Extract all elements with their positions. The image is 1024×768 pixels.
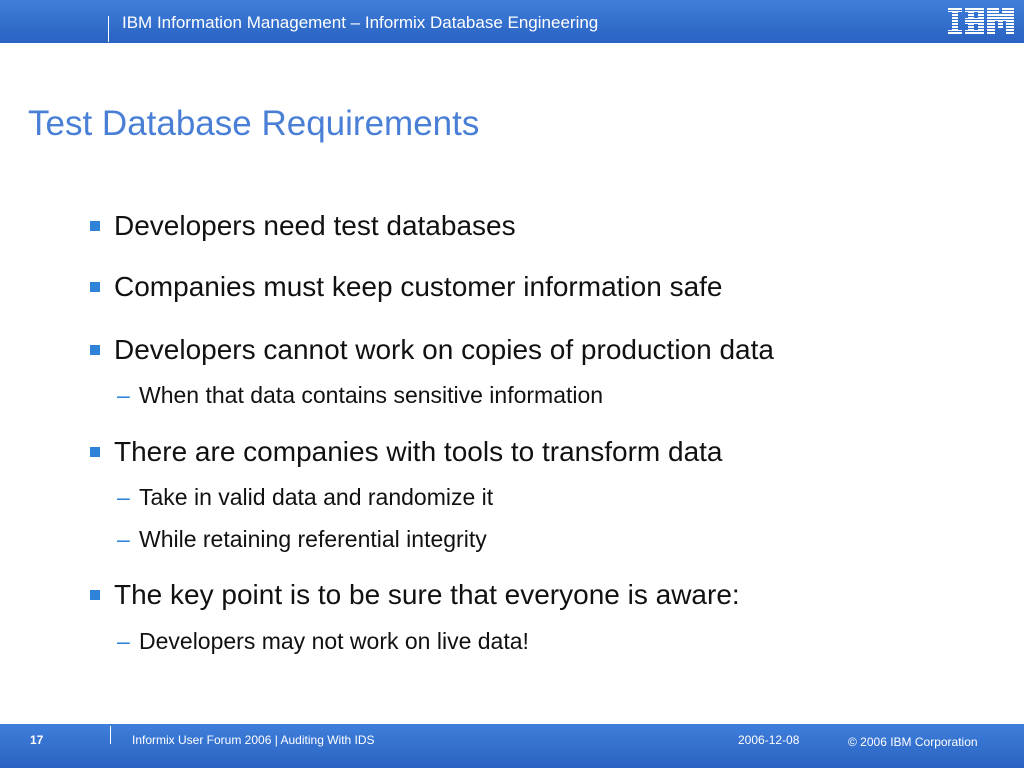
sub-bullet-item bbox=[117, 381, 603, 409]
bullet-text: Developers cannot work on copies of production data bbox=[114, 334, 774, 365]
footer-event-title: Informix User Forum 2006 | Auditing With IDS bbox=[132, 733, 375, 747]
bullet-item bbox=[90, 436, 723, 468]
sub-bullet-item bbox=[117, 483, 493, 511]
sub-bullet-item bbox=[117, 627, 529, 655]
slide-title: Test Database Requirements bbox=[28, 104, 480, 143]
header-title: IBM Information Management – Informix Database Engineering bbox=[122, 13, 599, 32]
square-bullet-icon bbox=[90, 590, 100, 600]
header-divider bbox=[108, 16, 109, 42]
dash-marker: – bbox=[117, 628, 130, 654]
square-bullet-icon bbox=[90, 282, 100, 292]
page-number: 17 bbox=[30, 733, 44, 747]
square-bullet-icon bbox=[90, 447, 100, 457]
bullet-item bbox=[90, 271, 723, 303]
footer-copyright: © 2006 IBM Corporation bbox=[848, 735, 978, 749]
bullet-text: There are companies with tools to transform data bbox=[114, 436, 723, 467]
bullet-item bbox=[90, 579, 740, 611]
sub-bullet-text: Developers may not work on live data! bbox=[139, 628, 529, 654]
square-bullet-icon bbox=[90, 345, 100, 355]
footer-divider bbox=[110, 726, 111, 744]
bullet-text: Companies must keep customer information safe bbox=[114, 271, 723, 302]
footer-date: 2006-12-08 bbox=[738, 733, 800, 747]
sub-bullet-text: When that data contains sensitive information bbox=[139, 382, 604, 408]
ibm-logo-text bbox=[946, 5, 1016, 37]
sub-bullet-text: While retaining referential integrity bbox=[139, 526, 487, 552]
sub-bullet-text: Take in valid data and randomize it bbox=[139, 484, 494, 510]
dash-marker: – bbox=[117, 382, 130, 408]
bullet-text: Developers need test databases bbox=[114, 210, 516, 241]
bullet-item bbox=[90, 334, 774, 366]
dash-marker: – bbox=[117, 484, 130, 510]
square-bullet-icon bbox=[90, 221, 100, 231]
bullet-text: The key point is to be sure that everyone is aware: bbox=[114, 579, 740, 610]
bullet-item bbox=[90, 210, 516, 242]
dash-marker: – bbox=[117, 526, 130, 552]
sub-bullet-item bbox=[117, 525, 487, 553]
